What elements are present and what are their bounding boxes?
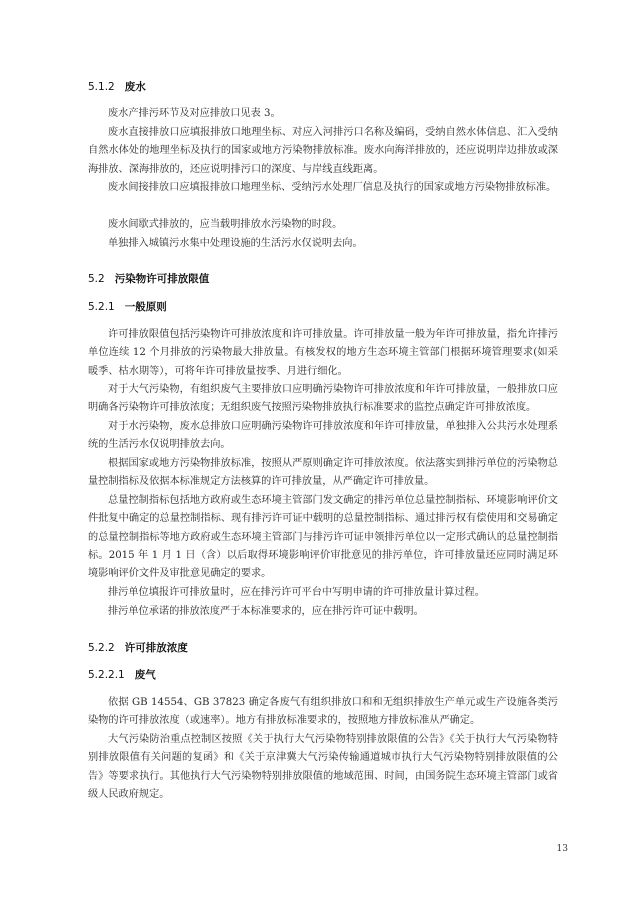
heading-5-2-1 (88, 299, 167, 314)
paragraph: 许可排放限值包括污染物许可排放浓度和许可排放量。许可排放量一般为年许可排放量，指允许排污单位连续 12 个月排放的污染物最大排放量。有核发权的地方生态环境主管部门根据环境管理要求(如采暖季、枯水期等），可将年许可排放量按季、月进行细化。 (88, 329, 558, 377)
heading-5-2-2-1 (88, 667, 156, 682)
heading-5-2-2 (88, 640, 188, 655)
paragraph: 单独排入城镇污水集中处理设施的生活污水仅说明去向。 (108, 238, 363, 249)
heading-title: 一般原则 (124, 301, 167, 313)
paragraph: 对于水污染物，废水总排放口应明确污染物许可排放浓度和年许可排放量，单独排入公共污水处理系统的生活污水仅说明排放去向。 (88, 421, 558, 451)
paragraph: 大气污染防治重点控制区按照《关于执行大气污染物特别排放限值的公告》《关于执行大气污染物特别排放限值有关问题的复函》和《关于京津冀大气污染传输通道城市执行大气污染物特别排放限值的公告》等要求执行。其他执行大气污染物特别排放限值的地域范围、时间，由国务院生态环境主管部门或省级人民政府规定。 (88, 734, 558, 800)
heading-number: 5.2.2 (88, 642, 115, 654)
paragraph: 废水间接排放口应填报排放口地理坐标、受纳污水处理厂信息及执行的国家或地方污染物排放标准。 (108, 182, 557, 193)
heading-number: 5.2 (88, 273, 105, 285)
heading-5-2 (88, 271, 209, 286)
heading-number: 5.2.1 (88, 301, 115, 313)
heading-5-1-2 (88, 79, 146, 94)
paragraph: 排污单位填报许可排放量时，应在排污许可平台中写明申请的许可排放量计算过程。 (108, 587, 485, 598)
page-number: 13 (556, 844, 568, 854)
paragraph: 废水产排污环节及对应排放口见表 3。 (108, 108, 281, 119)
heading-title: 污染物许可排放限值 (114, 273, 210, 285)
paragraph: 根据国家或地方污染物排放标准，按照从严原则确定许可排放浓度。依法落实到排污单位的污染物总量控制指标及依据本标准规定方法核算的许可排放量，从严确定许可排放量。 (88, 458, 558, 488)
paragraph: 对于大气污染物，有组织废气主要排放口应明确污染物许可排放浓度和年许可排放量，一般排放口应明确各污染物许可排放浓度；无组织废气按照污染物排放执行标准要求的监控点确定许可排放浓度。 (88, 384, 558, 414)
paragraph: 排污单位承诺的排放浓度严于本标准要求的，应在排污许可证中载明。 (108, 606, 424, 617)
heading-title: 废气 (134, 669, 156, 681)
paragraph: 废水间歇式排放的，应当载明排放水污染物的时段。 (108, 219, 343, 230)
heading-title: 许可排放浓度 (124, 642, 188, 654)
heading-title: 废水 (124, 81, 146, 93)
paragraph: 废水直接排放口应填报排放口地理坐标、对应入河排污口名称及编码，受纳自然水体信息、汇入受纳自然水体处的地理坐标及执行的国家或地方污染物排放标准。废水向海洋排放的，还应说明岸边排放或深海排放、深海排放的，还应说明排污口的深度、与岸线直线距离。 (88, 127, 558, 175)
heading-number: 5.2.2.1 (88, 669, 125, 681)
paragraph: 总量控制指标包括地方政府或生态环境主管部门发文确定的排污单位总量控制指标、环境影响评价文件批复中确定的总量控制指标、现有排污许可证中载明的总量控制指标、通过排污权有偿使用和交易确定的总量控制指标等地方政府或生态环境主管部门与排污许可证申领排污单位以一定形式确认的总量控制指标。2015 年 1 月 1 日（含）以后取得环境影响评价审批意见的排污单位，许可排放量还应同时满足环境影响评价文件及审批意见确定的要求。 (88, 495, 558, 580)
paragraph: 依据 GB 14554、GB 37823 确定各废气有组织排放口和和无组织排放生产单元或生产设施各类污染物的许可排放浓度（或速率）。地方有排放标准要求的，按照地方排放标准从严确定。 (88, 697, 558, 727)
heading-number: 5.1.2 (88, 81, 115, 93)
